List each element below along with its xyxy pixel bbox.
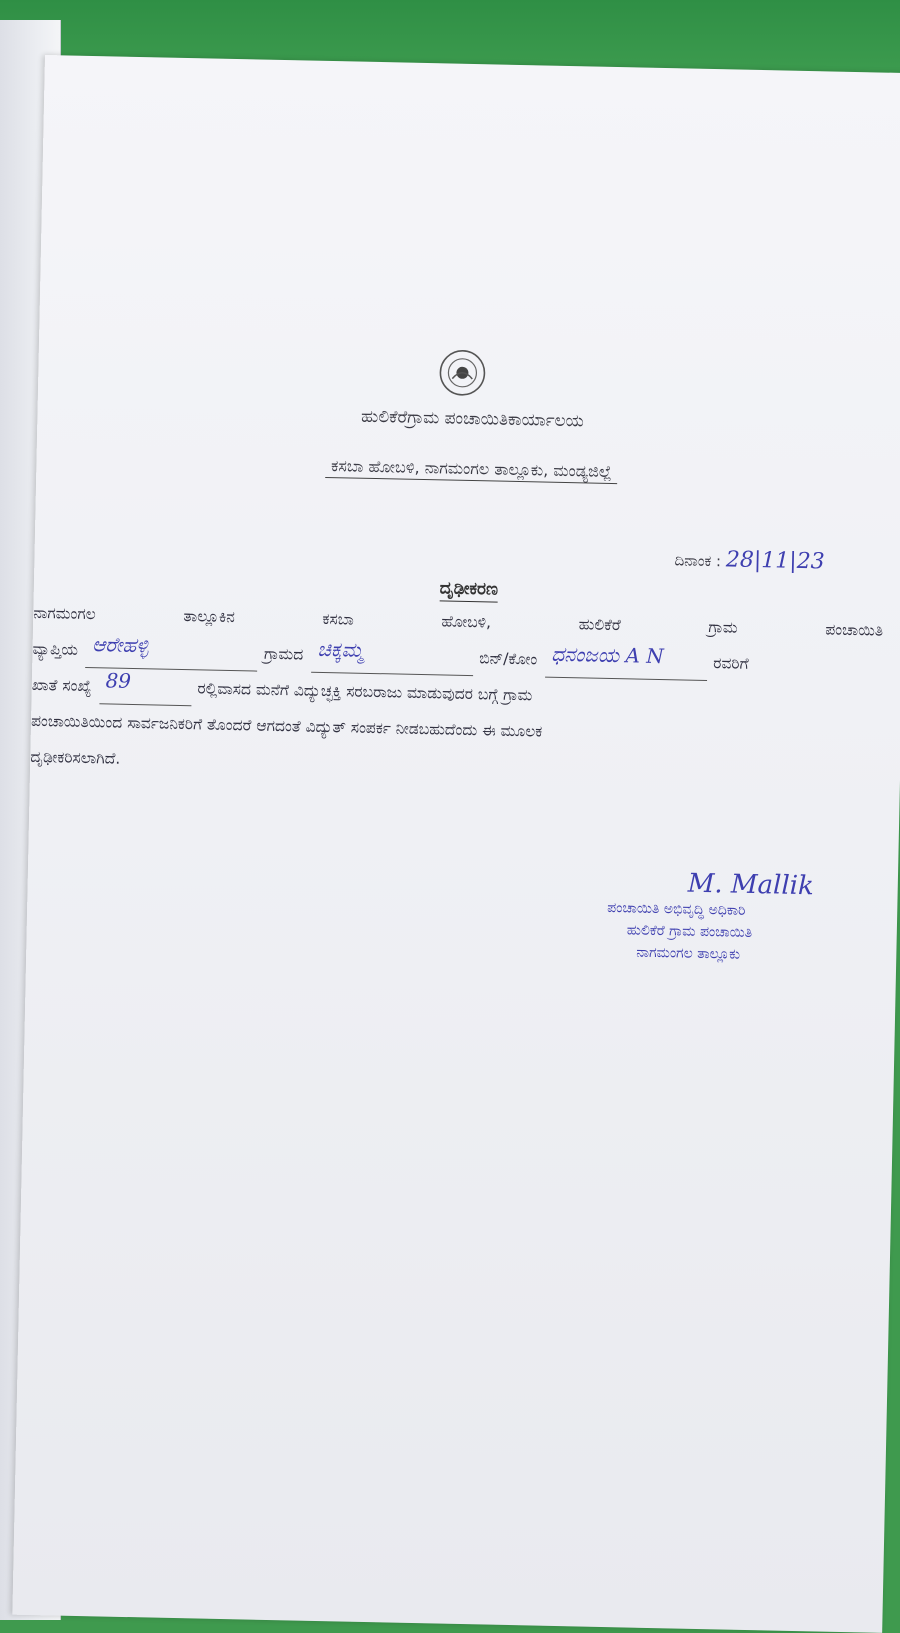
government-emblem-icon (438, 348, 487, 397)
village-name-fill: ಆರೇಹಳ್ಳಿ (86, 632, 259, 672)
body-line-5: ದೃಢೀಕರಿಸಲಾಗಿದೆ. (30, 747, 121, 768)
khata-number-fill: 89 (99, 668, 192, 706)
body-text: ಗ್ರಾಮದ (263, 644, 304, 664)
document-body (30, 595, 884, 793)
date-label: ದಿನಾಂಕ : (674, 551, 722, 571)
signature: M. Mallik (687, 868, 815, 902)
body-word: ಕಸಬಾ (322, 609, 354, 629)
signatory-taluk: ನಾಗಮಂಗಲ ತಾಲ್ಲೂಕು (636, 944, 741, 963)
document-sheet (12, 55, 900, 1633)
body-word: ಗ್ರಾಮ (708, 618, 738, 637)
office-address-text: ಕಸಬಾ ಹೋಬಳಿ, ನಾಗಮಂಗಲ ತಾಲ್ಲೂಕು, ಮಂಡ್ಯಜಿಲ್ಲೆ (325, 456, 618, 484)
signatory-office: ಹುಲಿಕೆರೆ ಗ್ರಾಮ ಪಂಚಾಯಿತಿ (626, 922, 753, 942)
body-text: ಖಾತೆ ಸಂಖ್ಯೆ (31, 675, 92, 696)
body-word: ನಾಗಮಂಗಲ (33, 603, 97, 624)
date-value: 28|11|23 (725, 547, 825, 575)
date-row (674, 546, 825, 574)
body-text: ಬಿನ್/ಕೋಂ (478, 649, 538, 669)
signature-block (596, 867, 898, 969)
office-address (36, 450, 900, 488)
body-word: ಹೋಬಳಿ, (441, 612, 492, 632)
body-line-4: ಪಂಚಾಯಿತಿಯಿಂದ ಸಾರ್ವಜನಿಕರಿಗೆ ತೊಂದರೆ ಆಗದಂತೆ ವಿದ್ಯುತ್ ಸಂಪರ್ಕ ನೀಡಬಹುದೆಂದು ಈ ಮೂಲಕ (30, 711, 543, 741)
document-title-text: ದೃಢೀಕರಣ (439, 578, 498, 602)
body-text: ರಲ್ಲಿವಾಸದ ಮನೆಗೆ ವಿದ್ಯುಚ್ಛಕ್ತಿ ಸರಬರಾಜು ಮಾಡುವುದರ ಬಗ್ಗೆ ಗ್ರಾಮ (197, 679, 533, 705)
body-text: ರವರಿಗೆ (713, 654, 749, 673)
office-name: ಹುಲಿಕೆರೆಗ್ರಾಮ ಪಂಚಾಯಿತಿಕಾರ್ಯಾಲಯ (360, 406, 585, 432)
applicant-name-fill: ಚಿಕ್ಕಮ್ಮ (311, 637, 474, 676)
body-word: ತಾಲ್ಲೂಕಿನ (183, 607, 236, 627)
signatory-designation: ಪಂಚಾಯಿತಿ ಅಭಿವೃದ್ಧಿ ಅಧಿಕಾರಿ (607, 899, 746, 919)
body-word: ಪಂಚಾಯಿತಿ (825, 620, 884, 640)
body-text: ವ್ಯಾಪ್ತಿಯ (32, 639, 79, 659)
body-word: ಹುಲಿಕೆರೆ (578, 615, 621, 635)
relation-name-fill: ಧನಂಜಯ A N (545, 642, 708, 681)
